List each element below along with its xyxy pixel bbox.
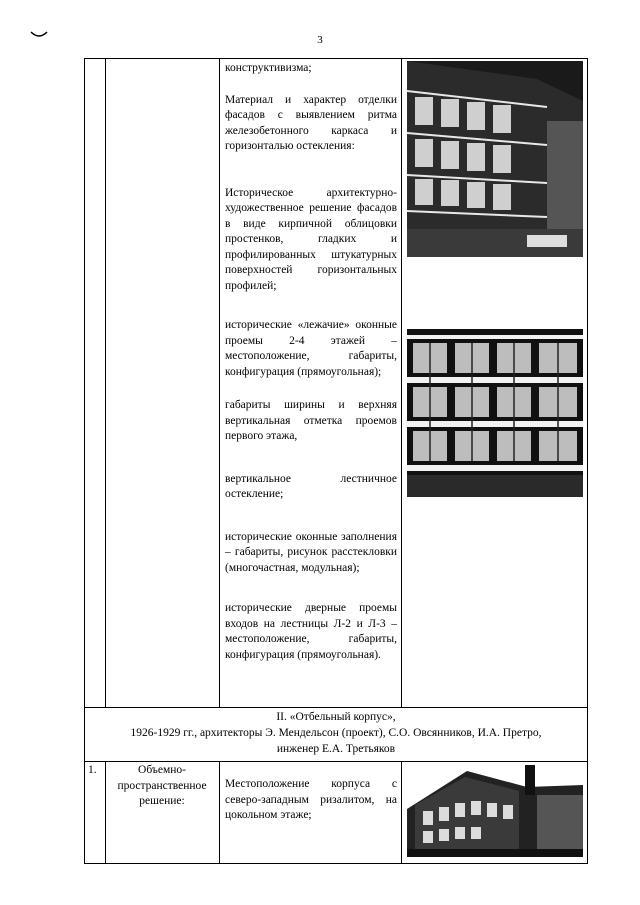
section-heading <box>85 709 587 757</box>
row-number: 1. <box>88 764 97 776</box>
column-divider <box>105 761 106 863</box>
row-category: Объемно-пространственное решение: <box>117 764 207 807</box>
column-divider <box>105 59 106 707</box>
description-cell <box>225 61 397 663</box>
windows-photo <box>407 329 583 497</box>
text-paragraph: исторические дверные проемы входов на лестницы Л-2 и Л-3 – местоположение, габариты, конфигурация (прямоугольная). <box>225 602 397 661</box>
column-divider <box>219 761 220 863</box>
column-divider <box>219 59 220 707</box>
text-paragraph: исторические оконные заполнения – габариты, рисунок расстекловки (многочастная, модульная); <box>225 530 397 574</box>
text-paragraph: конструктивизма; <box>225 62 312 74</box>
bleaching-building-photo <box>407 765 583 857</box>
section-authors: 1926-1929 гг., архитекторы Э. Мендельсон (проект), С.О. Овсянников, И.А. Претро, <box>130 727 542 739</box>
text-paragraph: вертикальное лестничное остекление; <box>225 472 397 500</box>
section-engineer: инженер Е.А. Третьяков <box>276 743 396 755</box>
column-divider <box>401 59 402 707</box>
row-divider <box>85 707 587 708</box>
text-paragraph: Историческое архитектурно-художественное решение фасадов в виде кирпичной облицовки простенков, гладких и профилированных штукатурных поверхностей горизонтальных профилей; <box>225 186 397 292</box>
row-description: Местоположение корпуса с северо-западным ризалитом, на цокольном этаже; <box>225 778 397 821</box>
text-paragraph: габариты ширины и верхняя вертикальная отметка проемов первого этажа, <box>225 399 397 442</box>
text-paragraph: исторические «лежачие» оконные проемы 2-4 этажей – местоположение, габариты, конфигурация (прямоугольная); <box>225 319 397 378</box>
column-divider <box>401 761 402 863</box>
facade-photo <box>407 61 583 257</box>
scan-mark-icon <box>30 30 48 40</box>
section-title: II. «Отбельный корпус», <box>276 711 396 723</box>
text-paragraph: Материал и характер отделки фасадов с выявлением ритма железобетонного каркаса и горизонталью остекления: <box>225 93 397 152</box>
page-number: 3 <box>317 34 323 46</box>
requirements-table <box>84 58 588 864</box>
row-divider <box>85 761 587 762</box>
